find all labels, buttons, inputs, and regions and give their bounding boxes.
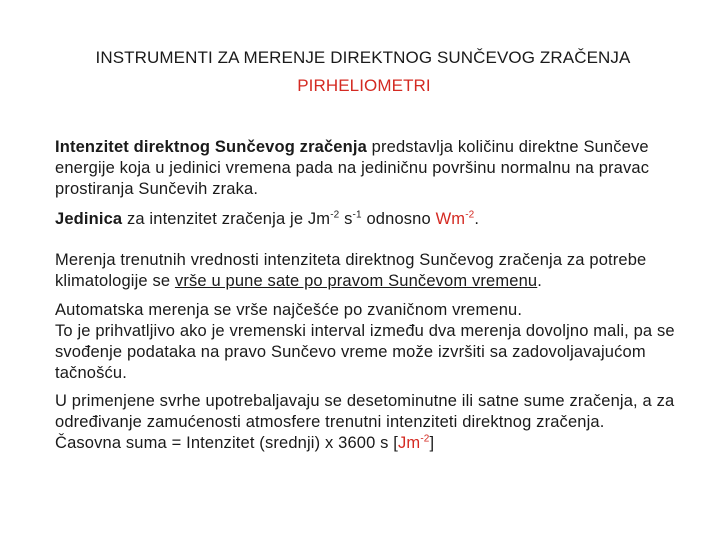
hourly-sum-text: Časovna suma = Intenzitet (srednji) x 3600 s [: [55, 434, 399, 452]
unit-text-3: odnosno: [361, 210, 436, 228]
title-line-2: PIRHELIOMETRI: [297, 76, 431, 95]
hourly-sum-unit: [398, 434, 430, 452]
unit-term: Jedinica: [55, 210, 123, 228]
unit-text-1: za intenzitet zračenja je Jm: [122, 210, 331, 228]
paragraph-acceptable: To je prihvatljivo ako je vremenski interval između dva merenja dovoljno mali, pa se svođenje podataka na pravo Sunčevo vreme može izvršiti sa zadovoljavajućom tačnošću.: [55, 322, 675, 382]
unit-exponent-2: -1: [352, 209, 362, 221]
unit-watts: [436, 210, 475, 228]
unit-watts-base: Wm: [435, 210, 466, 228]
definition-text: predstavlja količinu direktne Sunčeve energije koja u jedinici vremena pada na jediničnu površinu normalnu na pravac prostiranja Sunčevih zraka.: [55, 138, 650, 198]
unit-text-2: s: [339, 210, 353, 228]
measurement-underlined: vrše u pune sate po pravom Sunčevom vremenu: [174, 272, 538, 290]
definition-term: Intenzitet direktnog Sunčevog zračenja: [55, 138, 367, 156]
paragraph-hourly-sum: [55, 433, 675, 454]
hourly-sum-unit-base: Jm: [398, 434, 421, 452]
measurement-end: .: [537, 272, 542, 290]
unit-watts-exponent: -2: [465, 209, 475, 221]
paragraph-definition: [55, 137, 675, 200]
paragraph-applied: U primenjene svrhe upotrebaljavaju se desetominutne ili satne sume zračenja, a za određivanje zamućenosti atmosfere trenutni intenziteti direktnog zračenja.: [55, 392, 675, 431]
measurement-text: Merenja trenutnih vrednosti intenziteta direktnog Sunčevog zračenja za potrebe klimatologije se: [55, 251, 647, 290]
slide-title: [0, 44, 720, 100]
slide-body: [55, 137, 675, 454]
hourly-sum-unit-exponent: -2: [420, 433, 430, 445]
unit-end: .: [474, 210, 480, 228]
paragraph-measurement: [55, 250, 675, 292]
paragraph-unit: [55, 209, 675, 230]
title-line-1: INSTRUMENTI ZA MERENJE DIREKTNOG SUNČEVOG ZRAČENJA: [95, 48, 631, 67]
unit-exponent-1: -2: [330, 209, 340, 221]
hourly-sum-end: ]: [429, 434, 435, 452]
paragraph-automatic: Automatska merenja se vrše najčešće po zvaničnom vremenu.: [55, 301, 523, 319]
